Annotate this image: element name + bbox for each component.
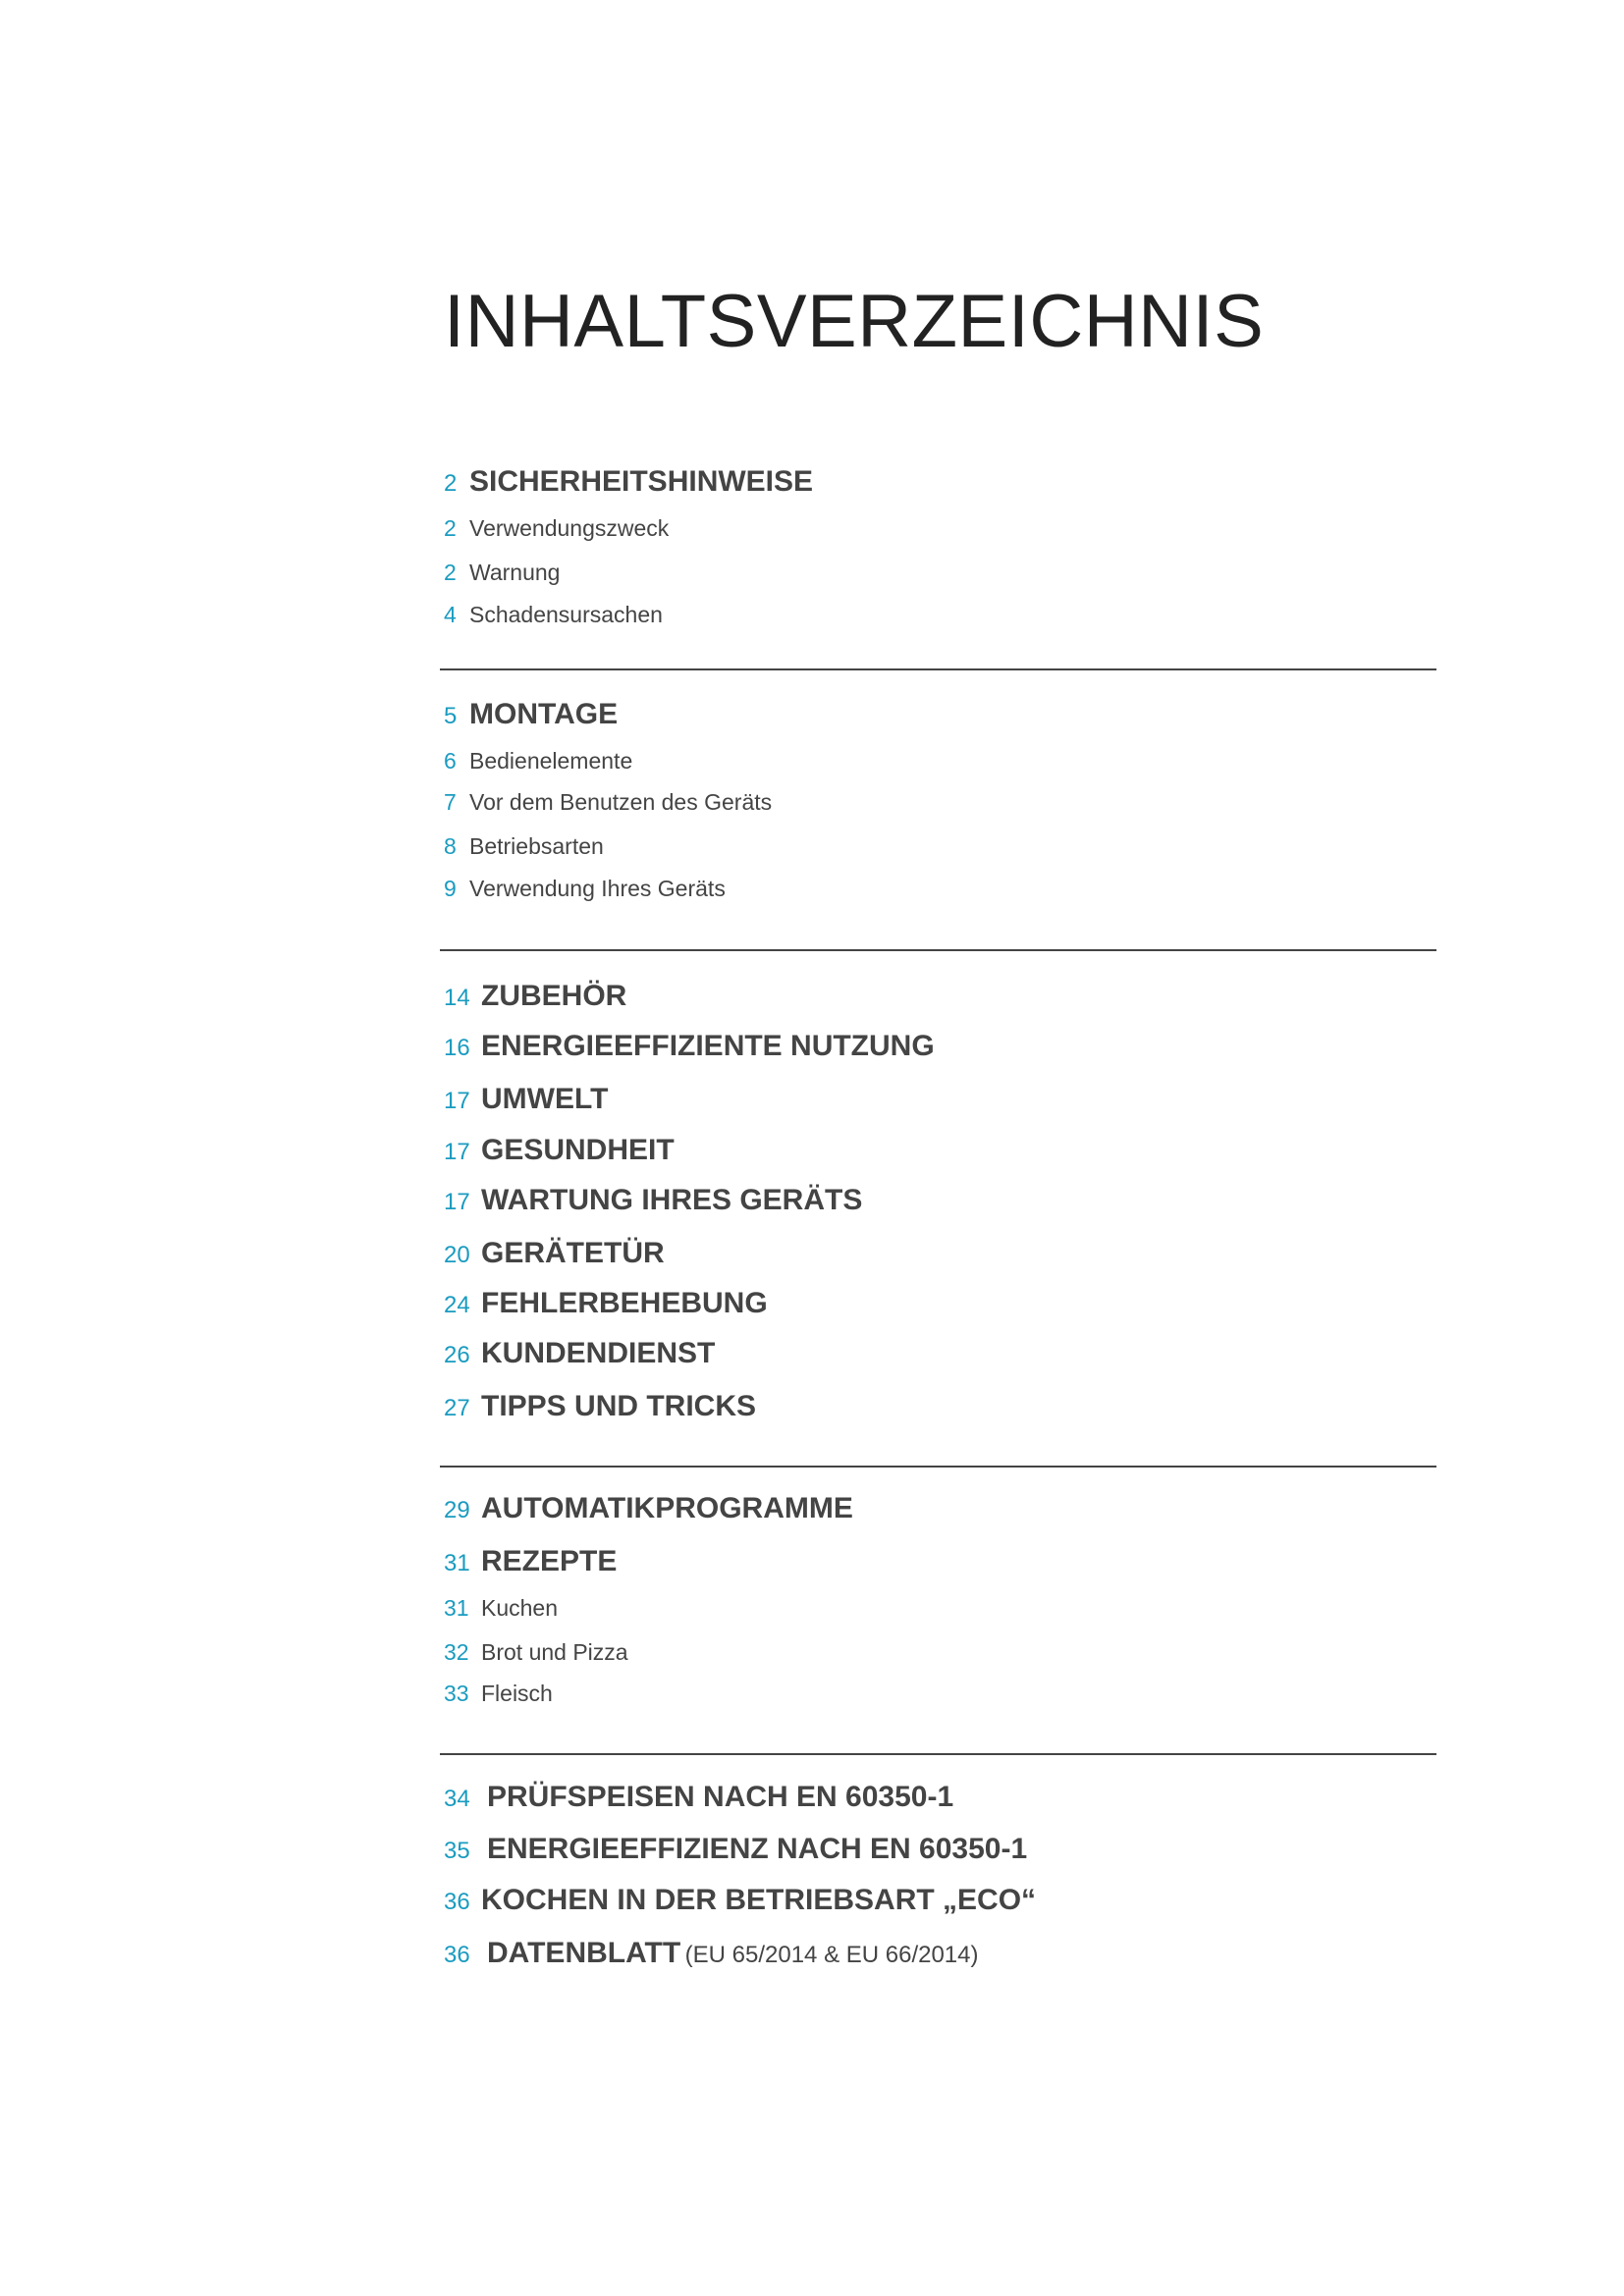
- toc-entry-verwendung-ihres-geraets[interactable]: [444, 878, 726, 900]
- toc-entry-label: Fleisch: [481, 1681, 553, 1706]
- toc-page-number: 4: [444, 602, 457, 627]
- toc-entry-geraetetuer[interactable]: [444, 1239, 665, 1268]
- toc-entry-label: AUTOMATIKPROGRAMME: [481, 1492, 853, 1524]
- toc-entry-label: Bedienelemente: [469, 748, 633, 774]
- toc-entry-automatikprogramme[interactable]: [444, 1494, 853, 1523]
- toc-entry-bedienelemente[interactable]: [444, 750, 632, 773]
- toc-page-number: 2: [444, 470, 458, 497]
- toc-page-number: 32: [444, 1639, 469, 1665]
- toc-entry-label: REZEPTE: [481, 1545, 618, 1577]
- toc-page-number: 29: [444, 1497, 470, 1523]
- toc-entry-label: PRÜFSPEISEN NACH EN 60350-1: [487, 1781, 954, 1813]
- toc-entry-umwelt[interactable]: [444, 1085, 608, 1114]
- toc-entry-label: UMWELT: [481, 1083, 609, 1115]
- toc-entry-note: (EU 65/2014 & EU 66/2014): [684, 1942, 979, 1968]
- toc-page-number: 31: [444, 1550, 470, 1576]
- toc-page-number: 26: [444, 1342, 470, 1368]
- toc-entry-label: Betriebsarten: [469, 833, 604, 859]
- section-divider: [440, 1466, 1436, 1468]
- toc-page-number: 6: [444, 748, 457, 774]
- toc-entry-label: Schadensursachen: [469, 602, 663, 627]
- toc-entry-kundendienst[interactable]: [444, 1339, 715, 1368]
- section-divider: [440, 668, 1436, 670]
- section-divider: [440, 1753, 1436, 1755]
- toc-entry-rezepte[interactable]: [444, 1547, 617, 1576]
- toc-entry-label: FEHLERBEHEBUNG: [481, 1287, 768, 1319]
- toc-entry-fleisch[interactable]: [444, 1682, 553, 1705]
- toc-entry-sicherheitshinweise[interactable]: [444, 467, 813, 497]
- toc-entry-kuchen[interactable]: [444, 1597, 558, 1620]
- toc-entry-label: Kuchen: [481, 1595, 559, 1621]
- toc-entry-label: Brot und Pizza: [481, 1639, 628, 1665]
- toc-page-number: 36: [444, 1889, 470, 1915]
- toc-entry-label: WARTUNG IHRES GERÄTS: [481, 1184, 863, 1216]
- toc-entry-label: KOCHEN IN DER BETRIEBSART „ECO“: [481, 1884, 1037, 1916]
- toc-entry-label: GERÄTETÜR: [481, 1237, 665, 1269]
- toc-page-number: 35: [444, 1838, 470, 1864]
- toc-page-number: 34: [444, 1786, 470, 1812]
- toc-entry-label: ENERGIEEFFIZIENTE NUTZUNG: [481, 1030, 935, 1062]
- toc-page-number: 16: [444, 1035, 470, 1061]
- toc-entry-label: ZUBEHÖR: [481, 980, 627, 1012]
- toc-entry-warnung[interactable]: [444, 561, 560, 584]
- toc-entry-zubehoer[interactable]: [444, 982, 626, 1011]
- toc-entry-brot-und-pizza[interactable]: [444, 1641, 628, 1664]
- toc-entry-fehlerbehebung[interactable]: [444, 1289, 768, 1318]
- toc-page-number: 5: [444, 703, 458, 729]
- toc-entry-label: ENERGIEEFFIZIENZ NACH EN 60350-1: [487, 1833, 1028, 1865]
- toc-entry-label: DATENBLATT: [487, 1937, 681, 1969]
- toc-page-number: 17: [444, 1088, 470, 1114]
- toc-entry-label: Verwendungszweck: [469, 515, 670, 541]
- toc-entry-verwendungszweck[interactable]: [444, 517, 669, 540]
- page-title: INHALTSVERZEICHNIS: [444, 280, 1265, 363]
- toc-entry-label: Warnung: [469, 560, 561, 585]
- toc-entry-label: MONTAGE: [469, 698, 619, 730]
- toc-page-number: 31: [444, 1595, 469, 1621]
- toc-entry-datenblatt[interactable]: [444, 1939, 979, 1968]
- toc-entry-tipps-und-tricks[interactable]: [444, 1392, 756, 1421]
- toc-entry-label: Verwendung Ihres Geräts: [469, 876, 726, 901]
- toc-entry-label: SICHERHEITSHINWEISE: [469, 465, 814, 498]
- toc-page-number: 24: [444, 1292, 470, 1318]
- toc-page-number: 33: [444, 1681, 469, 1706]
- toc-entry-label: TIPPS UND TRICKS: [481, 1390, 757, 1422]
- toc-page-number: 8: [444, 833, 457, 859]
- toc-page-number: 36: [444, 1942, 470, 1968]
- toc-entry-label: KUNDENDIENST: [481, 1337, 716, 1369]
- toc-page-number: 17: [444, 1189, 470, 1215]
- toc-entry-betriebsarten[interactable]: [444, 835, 604, 858]
- section-divider: [440, 949, 1436, 951]
- toc-page-number: 9: [444, 876, 457, 901]
- toc-entry-label: GESUNDHEIT: [481, 1134, 675, 1166]
- toc-entry-schadensursachen[interactable]: [444, 604, 663, 626]
- toc-page-number: 2: [444, 515, 457, 541]
- toc-page-number: 7: [444, 789, 457, 815]
- toc-entry-gesundheit[interactable]: [444, 1136, 675, 1165]
- toc-entry-energieeffizienz[interactable]: [444, 1835, 1027, 1864]
- toc-entry-pruefspeisen[interactable]: [444, 1783, 953, 1812]
- toc-entry-vor-dem-benutzen[interactable]: [444, 791, 772, 814]
- toc-page-number: 27: [444, 1395, 470, 1421]
- toc-page-number: 17: [444, 1139, 470, 1165]
- toc-entry-montage[interactable]: [444, 700, 618, 729]
- toc-page-number: 14: [444, 985, 470, 1011]
- toc-page-number: 20: [444, 1242, 470, 1268]
- toc-entry-kochen-eco[interactable]: [444, 1886, 1036, 1915]
- toc-entry-wartung[interactable]: [444, 1186, 862, 1215]
- toc-entry-energieeffiziente-nutzung[interactable]: [444, 1032, 935, 1061]
- toc-entry-label: Vor dem Benutzen des Geräts: [469, 789, 773, 815]
- toc-page-number: 2: [444, 560, 457, 585]
